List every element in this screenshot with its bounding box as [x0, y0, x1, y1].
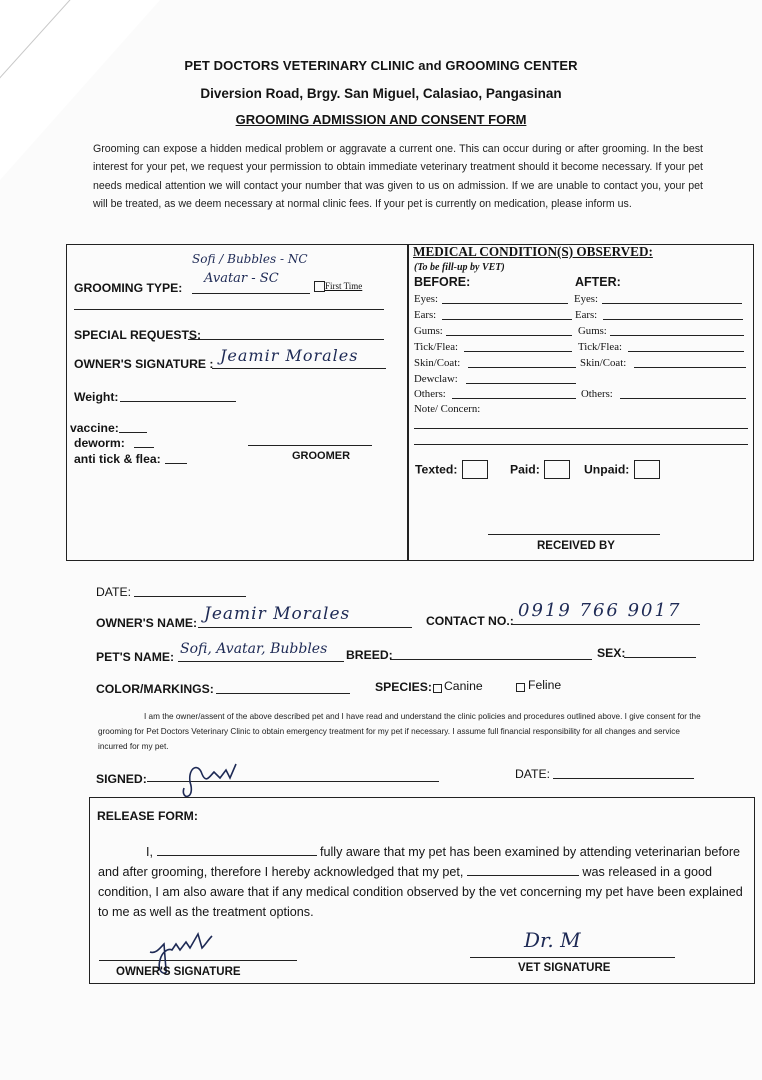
med-row-note: Note/ Concern:: [414, 403, 481, 415]
med-row-ears-left: Ears:: [414, 309, 437, 321]
date-label: DATE:: [96, 585, 131, 599]
received-by-line[interactable]: [488, 534, 660, 535]
med-line-gums-left[interactable]: [446, 335, 572, 336]
breed-line[interactable]: [390, 659, 592, 660]
contact-value: 0919 766 9017: [518, 600, 682, 621]
weight-label: Weight:: [74, 390, 119, 404]
owner-signature-line[interactable]: [212, 368, 386, 369]
first-time-label: First Time: [325, 281, 363, 291]
vet-sig-label: VET SIGNATURE: [518, 962, 611, 974]
med-line-eyes-left[interactable]: [442, 303, 568, 304]
texted-field[interactable]: [415, 460, 488, 479]
note-line-2[interactable]: [414, 444, 748, 445]
release-text-c: was released in a good condition, I am also aware that if any medical condition observed by the vet concerning my pet have been explained to me as well as the treatment options.: [98, 865, 743, 919]
vet-sig-value: Dr. M: [524, 928, 581, 952]
paid-field[interactable]: [510, 460, 570, 479]
contact-line[interactable]: [512, 624, 700, 625]
consent-paragraph: I am the owner/assent of the above described pet and I have read and understand the clinic policies and procedures outlined above. I give consent for the grooming for Pet Doctors Veterinary Clinic to obtain emergency treatment for my pet if necessary. I assume full financial responsibility for all changes and service incurred for my pet.: [98, 712, 701, 751]
vaccine-label: vaccine:: [70, 421, 119, 435]
pet-name-value: Sofi, Avatar, Bubbles: [180, 641, 328, 657]
contact-label: CONTACT NO.:: [426, 614, 514, 628]
release-name-blank[interactable]: [157, 844, 317, 856]
texted-checkbox[interactable]: [462, 460, 488, 479]
grooming-type-label: GROOMING TYPE:: [74, 281, 183, 295]
med-line-tick-right[interactable]: [628, 351, 744, 352]
med-line-dewclaw[interactable]: [466, 383, 576, 384]
release-pet-blank[interactable]: [467, 864, 579, 876]
owner-name-line[interactable]: [198, 627, 412, 628]
medical-subtitle: (To be fill-up by VET): [414, 262, 505, 273]
med-line-ears-right[interactable]: [603, 319, 743, 320]
med-row-eyes-left: Eyes:: [414, 293, 438, 305]
breed-label: BREED:: [346, 648, 393, 662]
box-divider: [407, 244, 409, 561]
unpaid-label: Unpaid:: [584, 462, 630, 477]
release-paragraph: [98, 842, 750, 922]
med-row-others-left: Others:: [414, 388, 446, 400]
special-requests-label: SPECIAL REQUESTS:: [74, 328, 202, 342]
med-row-dewclaw: Dewclaw:: [414, 373, 458, 385]
groomer-label: GROOMER: [292, 450, 351, 462]
med-line-eyes-right[interactable]: [602, 303, 742, 304]
signed-label: SIGNED:: [96, 772, 147, 786]
grooming-type-line: [192, 293, 310, 294]
species-label: SPECIES:: [375, 680, 432, 694]
weight-line[interactable]: [120, 401, 236, 402]
med-line-skin-right[interactable]: [634, 367, 746, 368]
owner-signature-value: Jeamir Morales: [220, 346, 359, 365]
clinic-address: Diversion Road, Brgy. San Miguel, Calasiao, Pangasinan: [200, 86, 562, 101]
grooming-type-value[interactable]: Avatar - SC: [204, 271, 279, 286]
after-label: AFTER:: [575, 275, 621, 289]
signed-date-line[interactable]: [553, 778, 694, 779]
med-line-others-right[interactable]: [620, 398, 746, 399]
before-label: BEFORE:: [414, 275, 471, 289]
med-row-tick-left: Tick/Flea:: [414, 341, 458, 353]
feline-checkbox[interactable]: [516, 683, 525, 692]
received-by-label: RECEIVED BY: [537, 540, 615, 552]
med-row-eyes-right: Eyes:: [574, 293, 598, 305]
med-row-gums-right: Gums:: [578, 325, 607, 337]
texted-label: Texted:: [415, 462, 458, 477]
feline-label: Feline: [528, 678, 562, 692]
med-line-others-left[interactable]: [452, 398, 576, 399]
unpaid-checkbox[interactable]: [634, 460, 660, 479]
sex-line[interactable]: [624, 657, 696, 658]
med-line-tick-left[interactable]: [464, 351, 572, 352]
med-row-tick-right: Tick/Flea:: [578, 341, 622, 353]
release-text-a: I,: [146, 845, 157, 859]
color-label: COLOR/MARKINGS:: [96, 682, 214, 696]
canine-label: Canine: [444, 679, 483, 693]
form-title: GROOMING ADMISSION AND CONSENT FORM: [235, 112, 527, 127]
handwritten-pet-note: Sofi / Bubbles - NC: [192, 252, 308, 266]
med-row-others-right: Others:: [581, 388, 613, 400]
med-row-skin-right: Skin/Coat:: [580, 357, 627, 369]
antitick-line[interactable]: [165, 463, 187, 464]
paid-checkbox[interactable]: [544, 460, 570, 479]
color-line[interactable]: [216, 693, 350, 694]
pet-name-line[interactable]: [178, 661, 344, 662]
signed-signature: [176, 758, 256, 800]
canine-checkbox[interactable]: [433, 684, 442, 693]
med-line-skin-left[interactable]: [468, 367, 576, 368]
release-title: RELEASE FORM:: [97, 809, 198, 823]
pet-name-label: PET'S NAME:: [96, 650, 175, 664]
unpaid-field[interactable]: [584, 460, 660, 479]
deworm-label: deworm:: [74, 436, 125, 450]
note-line-1[interactable]: [414, 428, 748, 429]
vet-sig-line[interactable]: [470, 957, 675, 958]
intro-paragraph: Grooming can expose a hidden medical problem or aggravate a current one. This can occur during or after grooming. In the best interest for your pet, we request your permission to obtain immediate veterinary treatment should it become necessary. If your pet needs medical attention we will contact your number that was given to us on admission. If we are unable to contact you, your pet will be treated, as we deem necessary at normal clinic fees. If your pet is currently on medication, please inform us.: [93, 143, 703, 211]
owner-name-label: OWNER'S NAME:: [96, 616, 198, 630]
date-line[interactable]: [134, 596, 246, 597]
special-requests-line[interactable]: [188, 339, 384, 340]
first-time-checkbox[interactable]: [314, 281, 325, 292]
vaccine-line[interactable]: [119, 432, 147, 433]
medical-title: MEDICAL CONDITION(S) OBSERVED:: [413, 244, 653, 259]
release-text-b: fully aware that my pet has been examined by attending veterinarian before and after grooming, therefore I hereby acknowledged that my pet,: [98, 845, 741, 879]
med-row-ears-right: Ears:: [575, 309, 598, 321]
grooming-extra-line: [74, 309, 384, 310]
owner-release-sig-label: OWNER'S SIGNATURE: [116, 966, 241, 978]
groomer-line[interactable]: [248, 445, 372, 446]
med-row-skin-left: Skin/Coat:: [414, 357, 461, 369]
clinic-name: PET DOCTORS VETERINARY CLINIC and GROOMING CENTER: [184, 58, 578, 73]
owner-signature-label: OWNER'S SIGNATURE :: [74, 357, 214, 371]
sex-label: SEX:: [597, 646, 626, 660]
med-row-gums-left: Gums:: [414, 325, 443, 337]
owner-name-value: Jeamir Morales: [204, 604, 351, 624]
deworm-line[interactable]: [134, 447, 154, 448]
paid-label: Paid:: [510, 462, 540, 477]
med-line-ears-left[interactable]: [442, 319, 572, 320]
signed-date-label: DATE:: [515, 767, 550, 781]
med-line-gums-right[interactable]: [610, 335, 744, 336]
antitick-label: anti tick & flea:: [74, 452, 161, 466]
